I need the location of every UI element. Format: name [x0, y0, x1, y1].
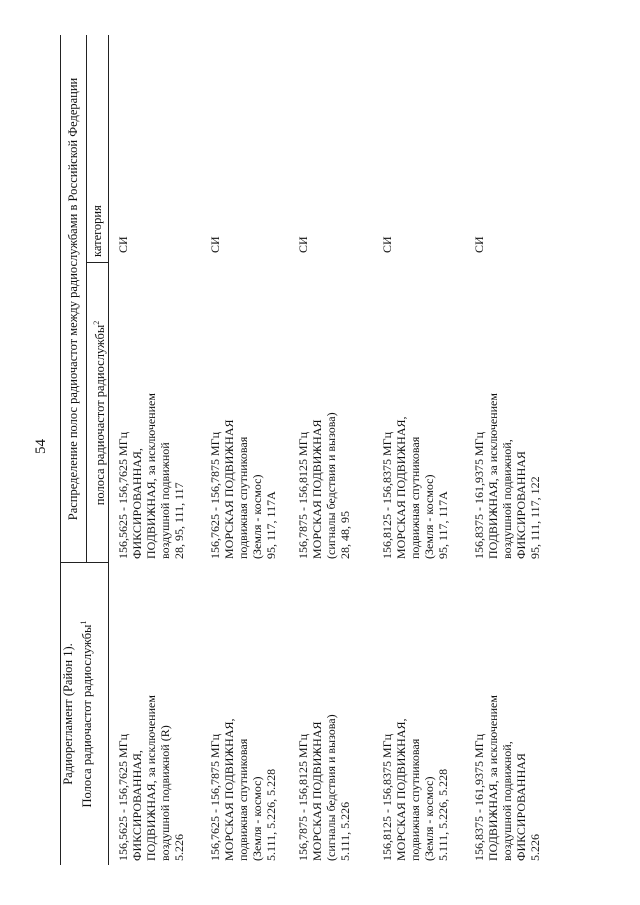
frequency-range: 156,8375 - 161,9375 МГц	[472, 733, 486, 861]
service-line: (Земля - космос)	[250, 776, 264, 861]
service-line: подвижная спутниковая	[236, 436, 250, 559]
row-4-right-cell	[380, 416, 450, 559]
service-line: ФИКСИРОВАННАЯ	[514, 451, 528, 559]
service-line: воздушной подвижной (R)	[158, 725, 172, 861]
footnote-refs: 28, 48, 95	[338, 511, 352, 559]
page-number: 54	[33, 439, 49, 454]
group-header: Распределение полос радиочастот между радиослужбами в Российской Федерации	[66, 77, 80, 521]
frequency-range: 156,7625 - 156,7875 МГц	[208, 431, 222, 559]
row-2-left-cell	[208, 718, 278, 861]
footnote-refs: 5.111, 5.226, 5.228	[436, 768, 450, 861]
footnote-marker: 2	[92, 320, 101, 325]
service-line: воздушной подвижной	[158, 442, 172, 559]
row-1-category: СИ	[116, 236, 130, 253]
col3-header: категория	[90, 205, 104, 257]
service-line: ПОДВИЖНАЯ, за исключением	[144, 695, 158, 861]
col1-header	[60, 563, 95, 865]
row-1-left-cell	[116, 695, 186, 861]
service-line: МОРСКАЯ ПОДВИЖНАЯ,	[222, 718, 236, 861]
row-3-category: СИ	[296, 236, 310, 253]
service-line: (сигналы бедствия и вызова)	[324, 714, 338, 861]
service-line: (Земля - космос)	[422, 776, 436, 861]
service-line: (сигналы бедствия и вызова)	[324, 412, 338, 559]
service-line: воздушной подвижной,	[500, 439, 514, 559]
footnote-refs: 5.111, 5.226, 5.228	[264, 768, 278, 861]
footnote-refs: 95, 117, 117А	[436, 491, 450, 559]
row-3-right-cell	[296, 412, 352, 559]
service-line: ПОДВИЖНАЯ, за исключением	[144, 393, 158, 559]
col1-header-line1: Радиорегламент (Район 1).	[61, 643, 75, 785]
frequency-range: 156,7625 - 156,7875 МГц	[208, 733, 222, 861]
frequency-range: 156,7875 - 156,8125 МГц	[296, 733, 310, 861]
frequency-range: 156,8125 - 156,8375 МГц	[380, 431, 394, 559]
footnote-refs: 5.226	[528, 834, 542, 861]
row-5-category: СИ	[472, 236, 486, 253]
service-line: (Земля - космос)	[250, 474, 264, 559]
service-line: ФИКСИРОВАННАЯ,	[130, 448, 144, 559]
frequency-range: 156,5625 - 156,7625 МГц	[116, 733, 130, 861]
service-line: ФИКСИРОВАННАЯ	[514, 753, 528, 861]
service-line: подвижная спутниковая	[236, 738, 250, 861]
service-line: подвижная спутниковая	[408, 738, 422, 861]
row-4-left-cell	[380, 718, 450, 861]
regulation-table	[60, 35, 580, 865]
footnote-refs: 95, 111, 117, 122	[528, 476, 542, 559]
row-5-right-cell	[472, 393, 542, 559]
row-2-right-cell	[208, 419, 278, 559]
footnote-marker: 1	[79, 620, 88, 625]
frequency-range: 156,8375 - 161,9375 МГц	[472, 431, 486, 559]
footnote-refs: 5.111, 5.226	[338, 801, 352, 861]
service-line: ПОДВИЖНАЯ, за исключением	[486, 695, 500, 861]
service-line: ФИКСИРОВАННАЯ,	[130, 750, 144, 861]
service-line: МОРСКАЯ ПОДВИЖНАЯ	[222, 419, 236, 559]
col2-header: полоса радиочастот радиослужбы$^2$	[92, 320, 108, 506]
row-2-category: СИ	[208, 236, 222, 253]
row-5-left-cell	[472, 695, 542, 861]
service-line: ПОДВИЖНАЯ, за исключением	[486, 393, 500, 559]
frequency-range: 156,7875 - 156,8125 МГц	[296, 431, 310, 559]
row-1-right-cell	[116, 393, 186, 559]
row-3-left-cell	[296, 714, 352, 861]
service-line: подвижная спутниковая	[408, 436, 422, 559]
row-4-category: СИ	[380, 236, 394, 253]
footnote-refs: 28, 95, 111, 117	[172, 482, 186, 559]
service-line: МОРСКАЯ ПОДВИЖНАЯ	[310, 419, 324, 559]
col1-header-line2: Полоса радиочастот радиослужбы$^1$	[79, 620, 95, 808]
service-line: МОРСКАЯ ПОДВИЖНАЯ,	[394, 718, 408, 861]
service-line: (Земля - космос)	[422, 474, 436, 559]
service-line: воздушной подвижной,	[500, 741, 514, 861]
group-header-rule	[86, 35, 87, 563]
footnote-refs: 95, 117, 117А	[264, 491, 278, 559]
frequency-range: 156,5625 - 156,7625 МГц	[116, 431, 130, 559]
service-line: МОРСКАЯ ПОДВИЖНАЯ,	[394, 416, 408, 559]
footnote-refs: 5.226	[172, 834, 186, 861]
frequency-range: 156,8125 - 156,8375 МГц	[380, 733, 394, 861]
service-line: МОРСКАЯ ПОДВИЖНАЯ	[310, 721, 324, 861]
